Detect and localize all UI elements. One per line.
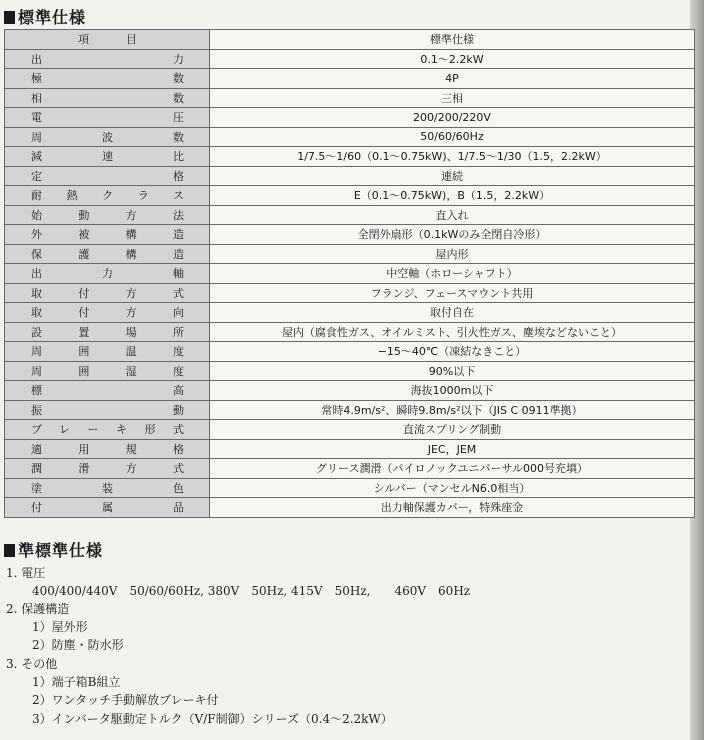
row-value: 中空軸（ホローシャフト）: [210, 264, 695, 284]
row-item-label: 出力: [5, 49, 210, 69]
row-item-label: 極数: [5, 69, 210, 89]
row-value: 屋内（腐食性ガス、オイルミスト、引火性ガス、塵埃などないこと）: [210, 322, 695, 342]
table-row: [5, 264, 695, 284]
row-item-label: 周囲温度: [5, 342, 210, 362]
row-item-label: 減速比: [5, 147, 210, 167]
table-row: [5, 342, 695, 362]
row-item-label: 付属品: [5, 498, 210, 518]
table-row: [5, 478, 695, 498]
row-value: JEC，JEM: [210, 439, 695, 459]
table-row: [5, 283, 695, 303]
table-row: [5, 127, 695, 147]
row-value: 連続: [210, 166, 695, 186]
row-value: −15～40℃（凍結なきこと）: [210, 342, 695, 362]
row-item-label: 取付方式: [5, 283, 210, 303]
protection-item: 1）屋外形: [32, 620, 88, 634]
row-value: 直流スプリング制動: [210, 420, 695, 440]
row-value: 常時4.9m/s²、瞬時9.8m/s²以下（JIS C 0911準拠）: [210, 400, 695, 420]
protection-heading: 2. 保護構造: [6, 602, 70, 616]
row-item-label: 適用規格: [5, 439, 210, 459]
row-item-label: 周囲湿度: [5, 361, 210, 381]
table-row: [5, 322, 695, 342]
row-item-label: ブレーキ形式: [5, 420, 210, 440]
header-item: 項 目: [5, 30, 210, 50]
row-value: 三相: [210, 88, 695, 108]
row-item-label: 振動: [5, 400, 210, 420]
table-row: [5, 303, 695, 323]
row-value: 出力軸保護カバー，特殊座金: [210, 498, 695, 518]
table-row: [5, 361, 695, 381]
other-item: 1）端子箱B組立: [32, 675, 121, 689]
row-value: 直入れ: [210, 205, 695, 225]
protection-item: 2）防塵・防水形: [32, 638, 124, 652]
table-row: [5, 49, 695, 69]
table-row: [5, 400, 695, 420]
row-item-label: 周波数: [5, 127, 210, 147]
row-item-label: 始動方法: [5, 205, 210, 225]
row-item-label: 定格: [5, 166, 210, 186]
table-row: [5, 381, 695, 401]
row-value: 50/60/60Hz: [210, 127, 695, 147]
table-row: [5, 108, 695, 128]
table-row: [5, 420, 695, 440]
semi-section-title: 準標準仕様: [4, 538, 103, 561]
row-item-label: 電圧: [5, 108, 210, 128]
table-row: [5, 205, 695, 225]
table-row: [5, 498, 695, 518]
row-value: E（0.1～0.75kW)，B（1.5，2.2kW）: [210, 186, 695, 206]
other-item: 2）ワンタッチ手動解放ブレーキ付: [32, 693, 219, 707]
row-value: 屋内形: [210, 244, 695, 264]
row-item-label: 設置場所: [5, 322, 210, 342]
row-value: 0.1～2.2kW: [210, 49, 695, 69]
other-heading: 3. その他: [6, 657, 58, 671]
table-header-row: [5, 30, 695, 50]
square-bullet-icon: [4, 11, 15, 24]
row-value: グリース潤滑（パイロノックユニバーサル000号充填）: [210, 459, 695, 479]
row-item-label: 相数: [5, 88, 210, 108]
table-row: [5, 244, 695, 264]
row-item-label: 耐熱クラス: [5, 186, 210, 206]
row-item-label: 標高: [5, 381, 210, 401]
row-value: 全閉外扇形（0.1kWのみ全閉自冷形）: [210, 225, 695, 245]
row-value: 取付自在: [210, 303, 695, 323]
table-row: [5, 459, 695, 479]
table-row: [5, 166, 695, 186]
row-value: 4P: [210, 69, 695, 89]
table-row: [5, 186, 695, 206]
row-value: シルバー（マンセルN6.0相当）: [210, 478, 695, 498]
table-row: [5, 439, 695, 459]
table-row: [5, 88, 695, 108]
row-item-label: 取付方向: [5, 303, 210, 323]
square-bullet-icon: [4, 544, 15, 557]
other-item: 3）インバータ駆動定トルク（V/F制御）シリーズ（0.4～2.2kW）: [32, 712, 393, 726]
row-value: 90%以下: [210, 361, 695, 381]
spec-table: [4, 29, 695, 518]
row-item-label: 外被構造: [5, 225, 210, 245]
voltage-heading: 1. 電圧: [6, 566, 46, 580]
header-value: 標準仕様: [210, 30, 695, 50]
table-row: [5, 147, 695, 167]
row-item-label: 潤滑方式: [5, 459, 210, 479]
row-item-label: 塗装色: [5, 478, 210, 498]
row-item-label: 出力軸: [5, 264, 210, 284]
spec-section-title: 標準仕様: [4, 5, 86, 28]
row-value: 200/200/220V: [210, 108, 695, 128]
row-item-label: 保護構造: [5, 244, 210, 264]
table-row: [5, 69, 695, 89]
voltage-values: 400/400/440V 50/60/60Hz, 380V 50Hz, 415V 50Hz, 460V 60Hz: [32, 584, 471, 598]
row-value: 1/7.5～1/60（0.1～0.75kW)、1/7.5～1/30（1.5，2.2kW）: [210, 147, 695, 167]
row-value: 海抜1000m以下: [210, 381, 695, 401]
table-row: [5, 225, 695, 245]
row-value: フランジ、フェースマウント共用: [210, 283, 695, 303]
